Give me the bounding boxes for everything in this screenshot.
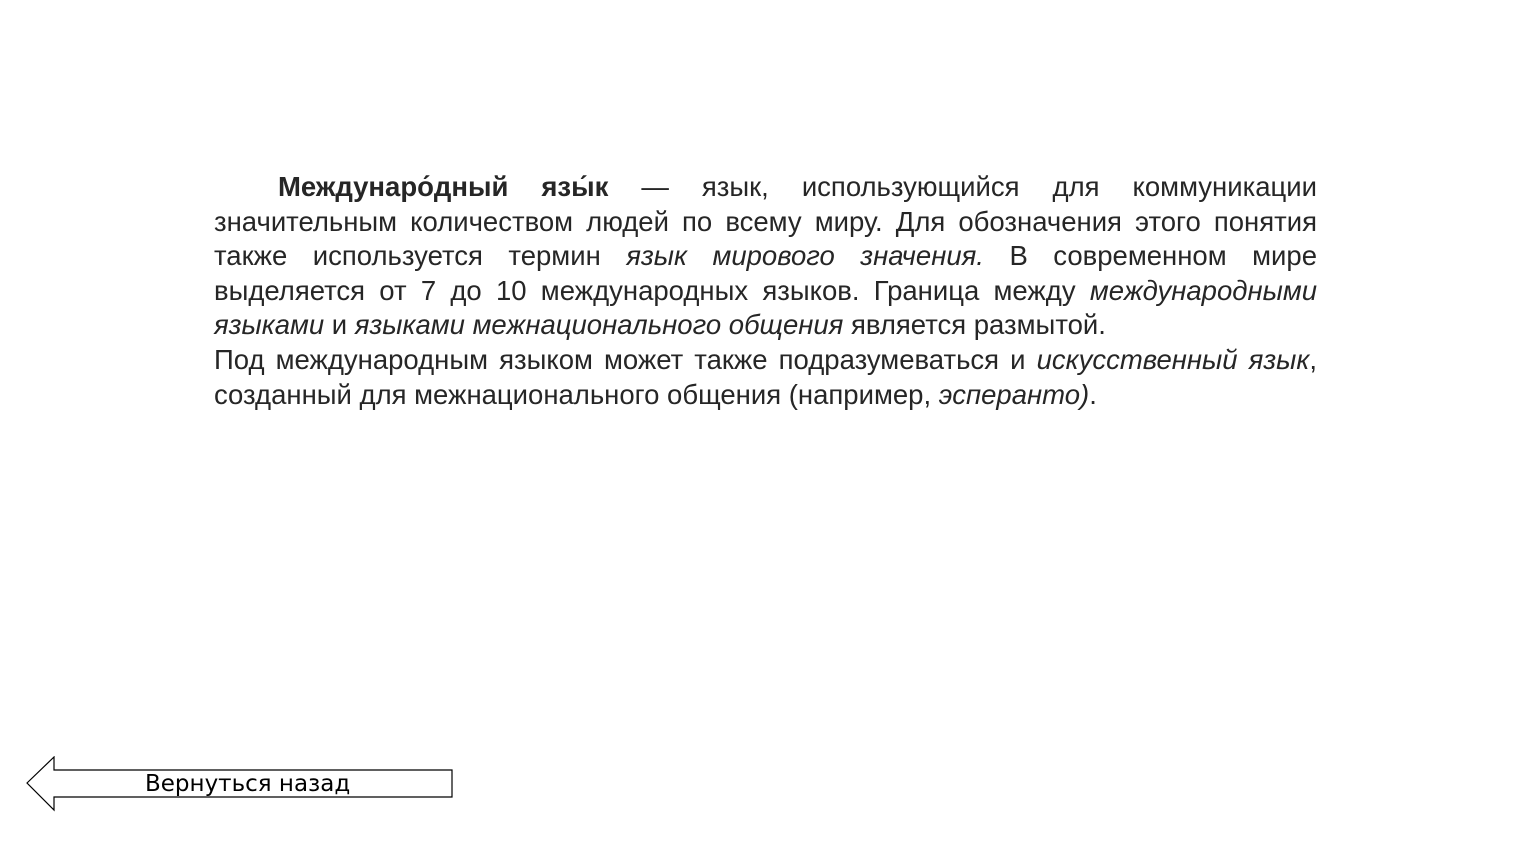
italic-term: международными языками bbox=[214, 274, 1317, 341]
paragraph-definition bbox=[214, 170, 1317, 343]
term-bold: Междунаро́дный язы́к bbox=[278, 171, 609, 202]
italic-term: искусственный язык bbox=[1036, 343, 1310, 375]
italic-term: языками межнационального общения bbox=[354, 309, 844, 341]
text-segment: Под международным языком может также подразумеваться и bbox=[214, 343, 1037, 375]
article-text bbox=[214, 170, 1317, 412]
text-segment: В современном мире выделяется от 7 до 10 международных языков. Граница между bbox=[214, 240, 1317, 306]
text-segment: — язык, использующийся для коммуникации значительным количеством людей по всему миру. Для обозначения этого понятия также используется термин bbox=[214, 171, 1318, 272]
text-segment: является размытой. bbox=[843, 309, 1106, 341]
text-segment: и bbox=[324, 309, 355, 341]
italic-term: эсперанто) bbox=[938, 378, 1090, 410]
text-segment: . bbox=[1089, 378, 1097, 410]
text-segment: , созданный для межнационального общения (например, bbox=[214, 343, 1317, 410]
italic-term: язык мирового значения. bbox=[626, 240, 984, 272]
back-button[interactable] bbox=[26, 756, 454, 812]
paragraph-artificial-language bbox=[214, 343, 1317, 412]
back-button-label: Вернуться назад bbox=[145, 771, 351, 797]
